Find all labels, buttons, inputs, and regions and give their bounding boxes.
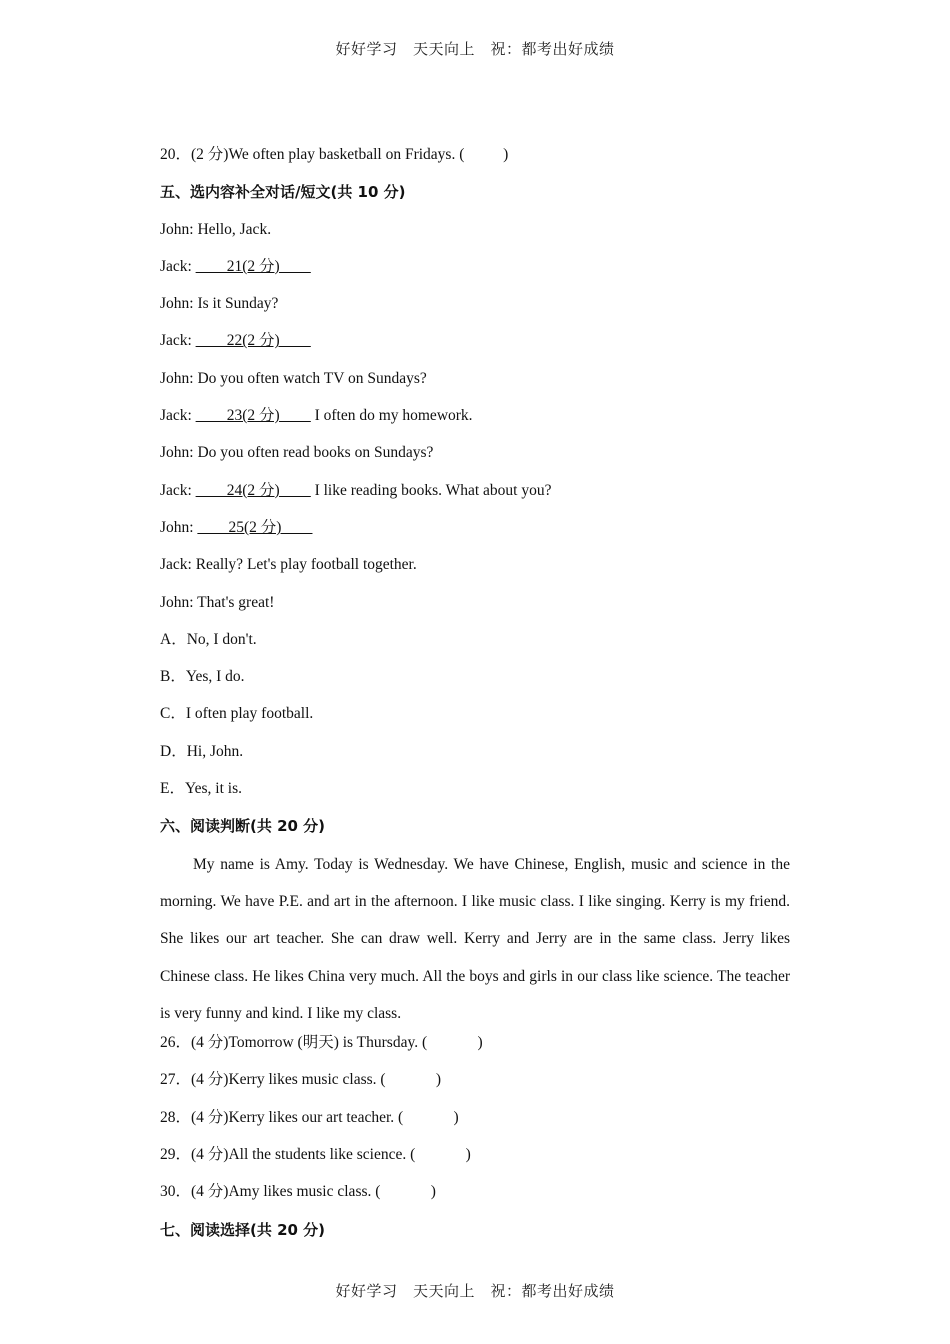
speaker: Jack: <box>160 257 196 275</box>
option-e: E．Yes, it is. <box>160 780 242 798</box>
speaker: Jack: <box>160 481 196 499</box>
dialogue-line-3: John: Is it Sunday? <box>160 295 279 313</box>
reading-passage: My name is Amy. Today is Wednesday. We have Chinese, English, music and science in the morning. We have P.E. and art in the afternoon. I like music class. I like singing. Kerry is my friend. She likes our art teacher. She can draw well. Kerry and Jerry are in the same class. Jerry likes Chinese class. He likes China very much. All the boys and girls in our class like science. The teacher is very funny and kind. I like my class. <box>160 855 790 1022</box>
speaker: Jack: <box>160 407 196 425</box>
dialogue-line-11: John: That's great! <box>160 593 275 611</box>
page-header: 好好学习 天天向上 祝：都考出好成绩 <box>335 40 615 58</box>
section-7-title: 七、阅读选择(共 20 分) <box>160 1220 326 1239</box>
dialogue-line-7: John: Do you often read books on Sundays? <box>160 444 434 462</box>
question-20: 20．(2 分)We often play basketball on Fridays. ( ) <box>160 146 509 163</box>
section-5-title: 五、选内容补全对话/短文(共 10 分) <box>160 183 406 202</box>
dialogue-line-8 <box>160 480 790 517</box>
blank-22: ____22(2 分)____ <box>195 332 311 350</box>
blank-23: ____23(2 分)____ <box>195 407 311 425</box>
dialogue-line-5: John: Do you often watch TV on Sundays? <box>160 369 427 387</box>
question-28: 28．(4 分)Kerry likes our art teacher. ( ) <box>160 1108 459 1126</box>
blank-24: ____24(2 分)____ <box>195 481 311 499</box>
option-d: D．Hi, John. <box>160 742 244 760</box>
dialogue-text: I often do my homework. <box>310 407 473 425</box>
blank-21: ____21(2 分)____ <box>195 257 311 275</box>
speaker: John: <box>160 518 198 536</box>
speaker: Jack: <box>160 332 196 350</box>
dialogue-line-9 <box>160 517 790 554</box>
question-26: 26．(4 分)Tomorrow (明天) is Thursday. ( ) <box>160 1034 483 1052</box>
dialogue-line-6 <box>160 405 790 442</box>
blank-25: ____25(2 分)____ <box>197 518 313 536</box>
dialogue-line-1: John: Hello, Jack. <box>160 220 272 238</box>
dialogue-text: I like reading books. What about you? <box>310 481 552 499</box>
question-27: 27．(4 分)Kerry likes music class. ( ) <box>160 1071 442 1089</box>
dialogue-line-4 <box>160 330 790 367</box>
section-6-title: 六、阅读判断(共 20 分) <box>160 817 326 836</box>
dialogue-line-2 <box>160 256 790 293</box>
option-c: C．I often play football. <box>160 705 314 723</box>
question-30: 30．(4 分)Amy likes music class. ( ) <box>160 1183 436 1201</box>
question-29: 29．(4 分)All the students like science. ( ) <box>160 1146 471 1164</box>
dialogue-line-10: Jack: Really? Let's play football together. <box>160 556 417 574</box>
page-footer: 好好学习 天天向上 祝：都考出好成绩 <box>335 1282 615 1300</box>
option-a: A．No, I don't. <box>160 630 257 648</box>
option-b: B．Yes, I do. <box>160 668 245 686</box>
document-body <box>160 144 790 1256</box>
